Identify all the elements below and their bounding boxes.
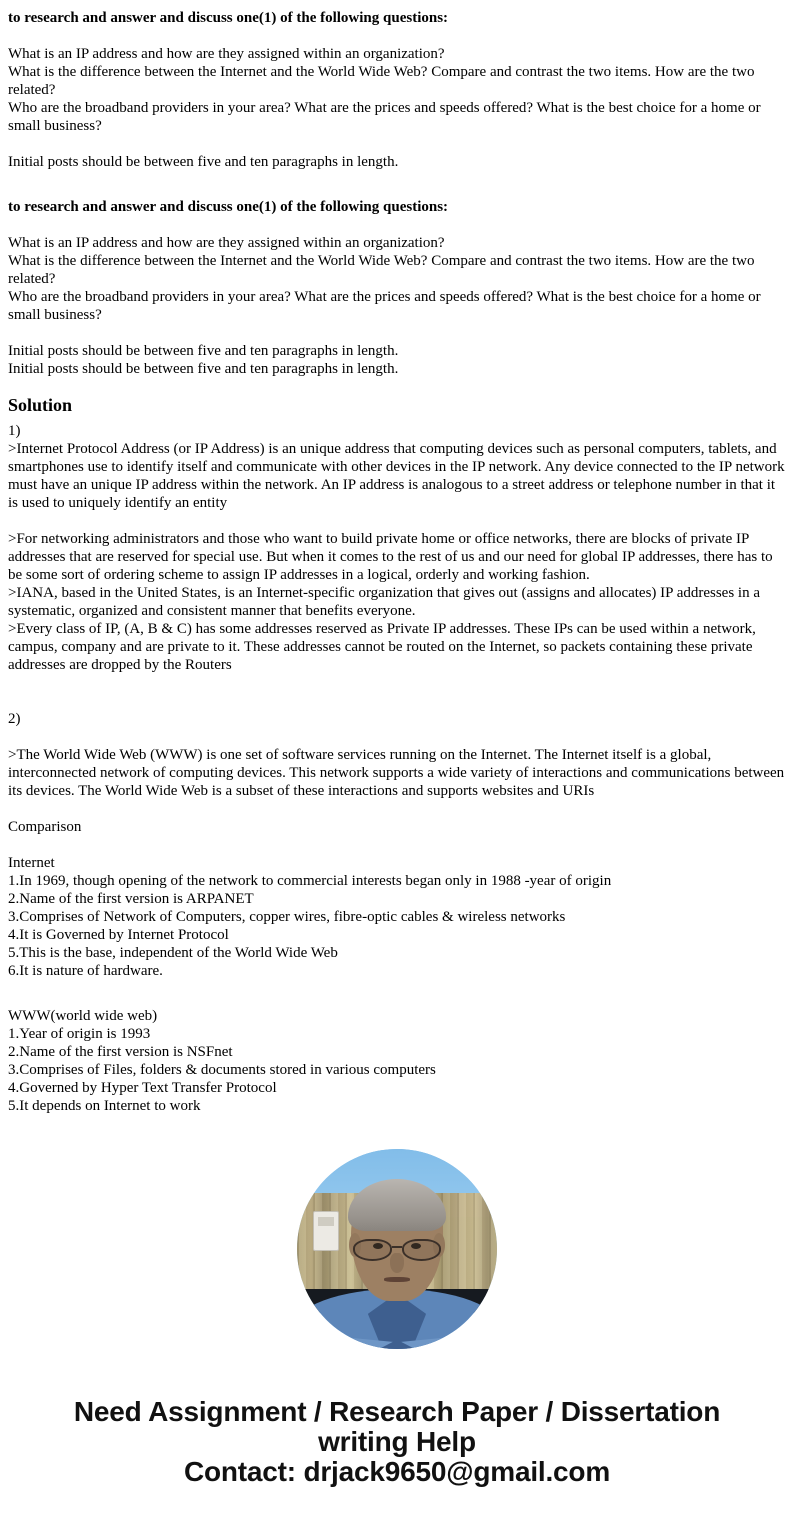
internet-list-item: 3.Comprises of Network of Computers, copper wires, fibre-optic cables & wireless networks [8,909,566,925]
spacer [8,135,786,153]
spacer [8,512,786,530]
internet-list-title: Internet [8,855,55,871]
solution-paragraph: >IANA, based in the United States, is an Internet-specific organization that gives out (assigns and allocates) IP addresses in a systematic, organized and consistent manner that benefits everyone. [8,585,761,619]
internet-list-item: 1.In 1969, though opening of the network to commercial interests began only in 1988 -year of origin [8,873,612,889]
www-comparison-list [8,1007,786,1115]
www-list-item: 2.Name of the first version is NSFnet [8,1044,233,1060]
question-block-two [8,171,786,378]
solution-heading: Solution [8,395,73,415]
spacer [8,836,786,854]
www-list-item: 5.It depends on Internet to work [8,1098,201,1114]
avatar-background-switchboard [313,1211,339,1251]
footer-line-2: writing Help [318,1426,476,1457]
spacer [8,674,786,692]
spacer [8,998,786,1007]
footer-promo [8,1349,786,1507]
initial-posts-note: Initial posts should be between five and ten paragraphs in length. [8,361,399,377]
www-list-item: 3.Comprises of Files, folders & documents stored in various computers [8,1062,436,1078]
www-list-item: 4.Governed by Hyper Text Transfer Protocol [8,1080,277,1096]
question-block-one [8,0,786,171]
footer-contact-email: Contact: drjack9650@gmail.com [183,1456,611,1487]
question-item: What is the difference between the Internet and the World Wide Web? Compare and contrast the two items. How are the two related? [8,64,755,98]
spacer [8,216,786,234]
question-item: What is an IP address and how are they assigned within an organization? [8,235,445,251]
solution-paragraph: >The World Wide Web (WWW) is one set of software services running on the Internet. The Internet itself is a global, interconnected network of computing devices. This network supports a wide variety of interactions and communications between its devices. The World Wide Web is a subset of these interactions and supports websites and URIs [8,747,785,799]
avatar-nose [390,1253,404,1273]
question-item: What is an IP address and how are they assigned within an organization? [8,46,445,62]
internet-comparison-list [8,854,786,980]
spacer [8,800,786,818]
avatar-container [8,1115,786,1349]
initial-posts-note: Initial posts should be between five and ten paragraphs in length. [8,154,399,170]
internet-list-item: 4.It is Governed by Internet Protocol [8,927,229,943]
solution-section-2-number: 2) [8,711,21,727]
avatar-collar-left [339,1337,393,1349]
footer-line-1: Need Assignment / Research Paper / Dissertation [73,1396,721,1427]
solution-paragraph: >Internet Protocol Address (or IP Address) is an unique address that computing devices such as personal computers, tablets, and smartphones use to identify itself and communicate with other devices in the IP network. Any device connected to the IP network must have an unique IP address within the network. An IP address is analogous to a street address or telephone number in that it is used to uniquely identify an entity [8,441,785,511]
question-item: Who are the broadband providers in your area? What are the prices and speeds offered? What is the best choice for a home or small business? [8,100,761,134]
initial-posts-note: Initial posts should be between five and ten paragraphs in length. [8,343,399,359]
avatar-mouth [384,1277,410,1282]
question-item: Who are the broadband providers in your area? What are the prices and speeds offered? What is the best choice for a home or small business? [8,289,761,323]
spacer [8,171,786,189]
avatar-collar-right [401,1337,455,1349]
avatar-glasses-bridge [392,1246,403,1248]
spacer [8,728,786,746]
solution-section [8,378,786,1115]
avatar-lens-left [353,1239,392,1261]
spacer [8,27,786,45]
avatar [297,1149,497,1349]
question-block-one-heading: to research and answer and discuss one(1) of the following questions: [8,10,449,26]
spacer [8,692,786,710]
internet-list-item: 2.Name of the first version is ARPANET [8,891,254,907]
internet-list-item: 5.This is the base, independent of the World Wide Web [8,945,338,961]
spacer [8,980,786,998]
solution-paragraph: >For networking administrators and those who want to build private home or office networks, there are blocks of private IP addresses that are reserved for special use. But when it comes to the rest of us and our need for global IP addresses, there has to be some sort of ordering scheme to assign IP addresses in a logical, orderly and working fashion. [8,531,773,583]
spacer [8,324,786,342]
solution-paragraph: >Every class of IP, (A, B & C) has some addresses reserved as Private IP addresses. These IPs can be used within a network, campus, company and are private to it. These addresses cannot be routed on the Internet, so packets containing these private addresses are dropped by the Routers [8,621,756,673]
comparison-label: Comparison [8,819,82,835]
www-list-item: 1.Year of origin is 1993 [8,1026,151,1042]
internet-list-item: 6.It is nature of hardware. [8,963,163,979]
question-block-two-heading: to research and answer and discuss one(1) of the following questions: [8,199,449,215]
avatar-lens-right [402,1239,441,1261]
www-list-title: WWW(world wide web) [8,1008,158,1024]
solution-section-1-number: 1) [8,423,21,439]
question-item: What is the difference between the Internet and the World Wide Web? Compare and contrast the two items. How are the two related? [8,253,755,287]
